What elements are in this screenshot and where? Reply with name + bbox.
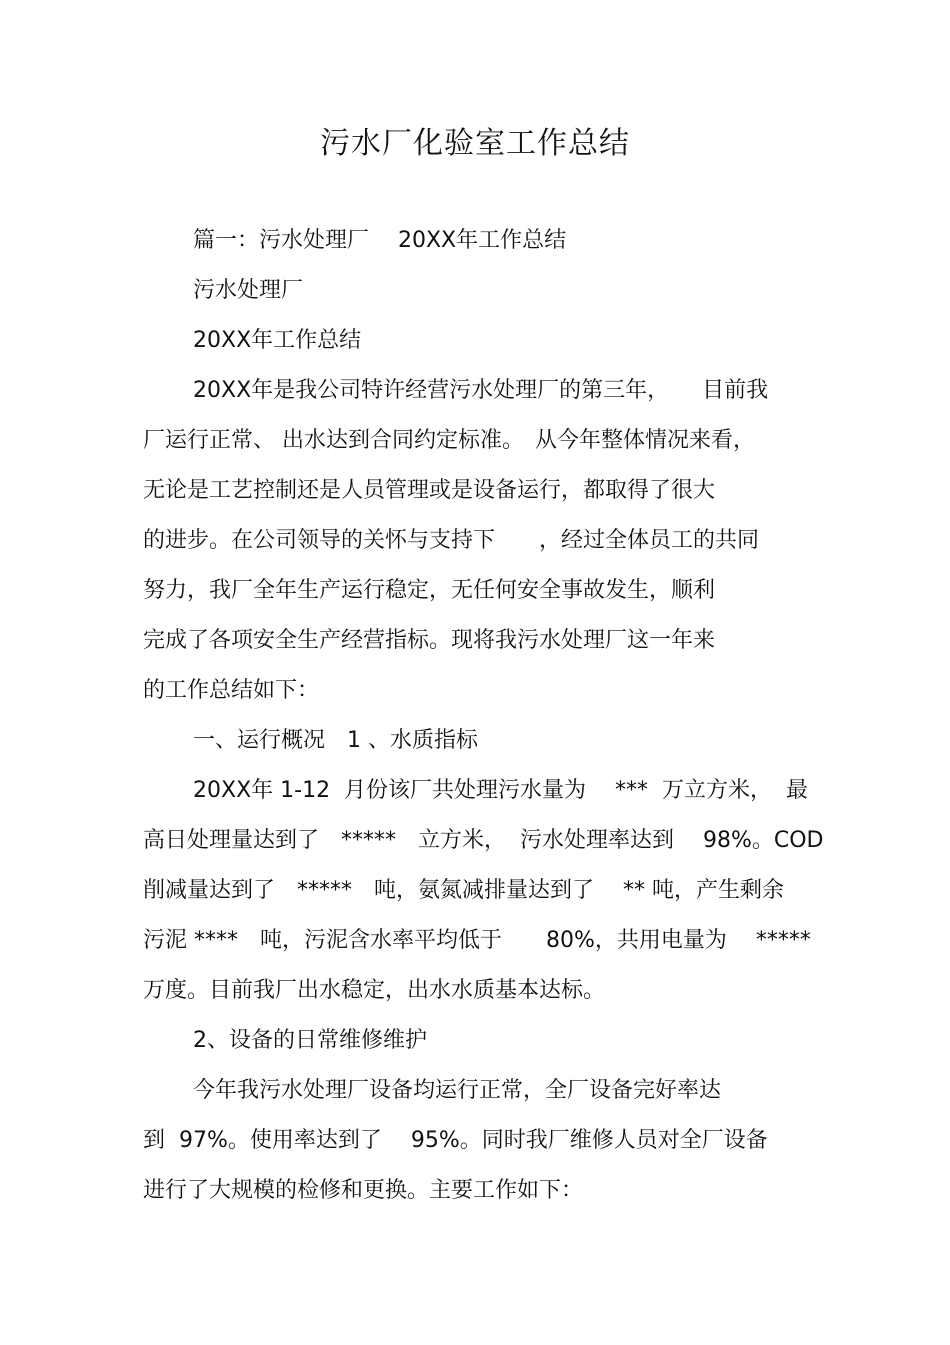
paragraph-line: 今年我污水处理厂设备均运行正常，全厂设备完好率达 — [193, 1078, 722, 1103]
paragraph-line: 万度。目前我厂出水稳定，出水水质基本达标。 — [143, 978, 606, 1003]
paragraph-line: 20XX年 1-12 月份该厂共处理污水量为 *** 万立方米， 最 — [193, 778, 809, 803]
paragraph-line: 20XX年是我公司特许经营污水处理厂的第三年， 目前我 — [193, 378, 769, 403]
paragraph-line: 完成了各项安全生产经营指标。现将我污水处理厂这一年来 — [143, 628, 716, 653]
paragraph-line: 污泥 **** 吨，污泥含水率平均低于 80%，共用电量为 ***** — [143, 928, 811, 953]
paragraph-line: 到 97%。使用率达到了 95%。同时我厂维修人员对全厂设备 — [143, 1128, 768, 1153]
paragraph-line: 削减量达到了 ***** 吨，氨氮减排量达到了 ** 吨，产生剩余 — [143, 878, 784, 903]
heading-plant-name: 污水处理厂 — [193, 278, 304, 303]
section-heading-operation: 一、运行概况 1 、水质指标 — [193, 728, 478, 753]
paragraph-line: 高日处理量达到了 ***** 立方米， 污水处理率达到 98%。COD — [143, 828, 824, 853]
document-title: 污水厂化验室工作总结 — [320, 126, 630, 161]
paragraph-line: 的进步。在公司领导的关怀与支持下 ，经过全体员工的共同 — [143, 528, 760, 553]
heading-summary-year: 20XX年工作总结 — [193, 328, 362, 353]
section-heading-maintenance: 2、设备的日常维修维护 — [193, 1028, 427, 1053]
paragraph-line: 无论是工艺控制还是人员管理或是设备运行，都取得了很大 — [143, 478, 716, 503]
paragraph-line: 厂运行正常、 出水达到合同约定标准。 从今年整体情况来看， — [143, 428, 755, 453]
paragraph-line: 的工作总结如下： — [143, 678, 320, 703]
heading-part-one: 篇一：污水处理厂 20XX年工作总结 — [193, 228, 567, 253]
paragraph-line: 进行了大规模的检修和更换。主要工作如下： — [143, 1178, 584, 1203]
paragraph-line: 努力，我厂全年生产运行稳定，无任何安全事故发生，顺利 — [143, 578, 716, 603]
